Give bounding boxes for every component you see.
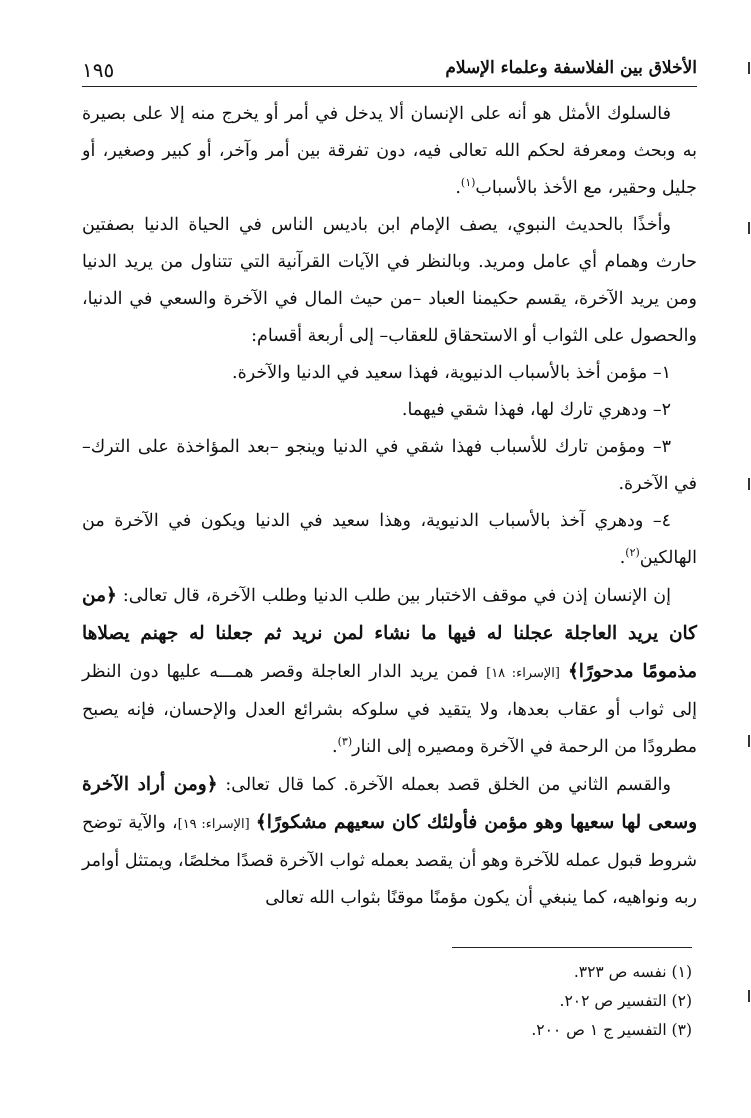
running-header bbox=[82, 52, 697, 87]
quran-verse: ﴿ومن أراد الآخرة وسعى لها سعيها وهو مؤمن فأولئك كان سعيهم مشكورًا﴾ bbox=[82, 774, 698, 833]
scan-edge-mark bbox=[748, 990, 750, 1002]
footnote-marker: (٢) bbox=[625, 546, 640, 560]
scan-edge-mark bbox=[748, 478, 750, 490]
paragraph: إن الإنسان إذن في موقف الاختبار بين طلب الدنيا وطلب الآخرة، قال تعالى: ﴿من كان يريد العاجلة عجلنا له فيها ما نشاء لمن نريد ثم جعلنا له جهنم يصلاها مذمومًا مدحورًا﴾ [الإسراء: ١٨] فمن يريد الدار العاجلة وقصر همـــه عليها دون النظر إلى ثواب أو عقاب بعدها، ولا يتقيد في سلوكه بشرائع العدل والإحسان، فإنه يصبح مطرودًا من الرحمة في الآخرة ومصيره إلى النار$^{(٣)}$. bbox=[82, 585, 697, 757]
list-item: ١– مؤمن أخذ بالأسباب الدنيوية، فهذا سعيد في الدنيا والآخرة. bbox=[232, 363, 671, 383]
list-item: ٣– ومؤمن تارك للأسباب فهذا شقي في الدنيا وينجو –بعد المؤاخذة على الترك– في الآخرة. bbox=[82, 437, 697, 494]
verse-reference: [الإسراء: ١٨] bbox=[486, 666, 560, 681]
footnote: (١) نفسه ص ٣٢٣. bbox=[573, 963, 692, 981]
page-number: ١٩٥ bbox=[82, 58, 115, 82]
footnote: (٣) التفسير ج ١ ص ٢٠٠. bbox=[531, 1021, 692, 1039]
list-item: ٤– ودهري آخذ بالأسباب الدنيوية، وهذا سعيد في الدنيا ويكون في الآخرة من الهالكين$^{(٢)}$. bbox=[82, 511, 697, 568]
verse-reference: [الإسراء: ١٩] bbox=[177, 817, 250, 832]
main-text bbox=[82, 96, 697, 917]
quran-verse: ﴿من كان يريد العاجلة عجلنا له فيها ما نشاء لمن نريد ثم جعلنا له جهنم يصلاها مذمومًا مدحورًا﴾ bbox=[82, 585, 697, 682]
list-item: ٢– ودهري تارك لها، فهذا شقي فيهما. bbox=[401, 400, 671, 420]
paragraph: فالسلوك الأمثل هو أنه على الإنسان ألا يدخل في أمر أو يخرج منه إلا على بصيرة به وبحث ومعرفة لحكم الله تعالى فيه، دون تفرقة بين أمر وآخر، أو كبير وصغير، أو جليل وحقير، مع الأخذ بالأسباب$^{(١)}$. bbox=[82, 104, 697, 198]
footnote: (٢) التفسير ص ٢٠٢. bbox=[559, 992, 692, 1010]
paragraph: والقسم الثاني من الخلق قصد بعمله الآخرة. كما قال تعالى: ﴿ومن أراد الآخرة وسعى لها سعيها وهو مؤمن فأولئك كان سعيهم مشكورًا﴾ [الإسراء: ١٩]، والآية توضح شروط قبول عمله للآخرة وهو أن يقصد بعمله ثواب الآخرة قصدًا مخلصًا، ويمتثل أوامر ربه ونواهيه، كما ينبغي أن يكون مؤمنًا موقنًا بثواب الله تعالى bbox=[82, 774, 698, 908]
scan-edge-mark bbox=[748, 222, 750, 234]
scan-edge-mark bbox=[748, 735, 750, 747]
scan-edge-mark bbox=[748, 62, 750, 74]
footnotes bbox=[300, 958, 692, 1045]
footnote-divider bbox=[452, 947, 692, 948]
footnote-marker: (١) bbox=[460, 176, 476, 190]
paragraph: وأخذًا بالحديث النبوي، يصف الإمام ابن باديس الناس في الحياة الدنيا بصفتين حارث وهمام أي عامل ومريد. وبالنظر في الآيات القرآنية التي تتناول من يريد الدنيا ومن يريد الآخرة، يقسم حكيمنا العباد –من حيث المال في الآخرة والسعي في الدنيا، والحصول على الثواب أو الاستحقاق للعقاب– إلى أربعة أقسام: bbox=[82, 215, 697, 346]
footnote-marker: (٣) bbox=[337, 735, 353, 749]
header-title: الأخلاق بين الفلاسفة وعلماء الإسلام bbox=[445, 58, 697, 78]
